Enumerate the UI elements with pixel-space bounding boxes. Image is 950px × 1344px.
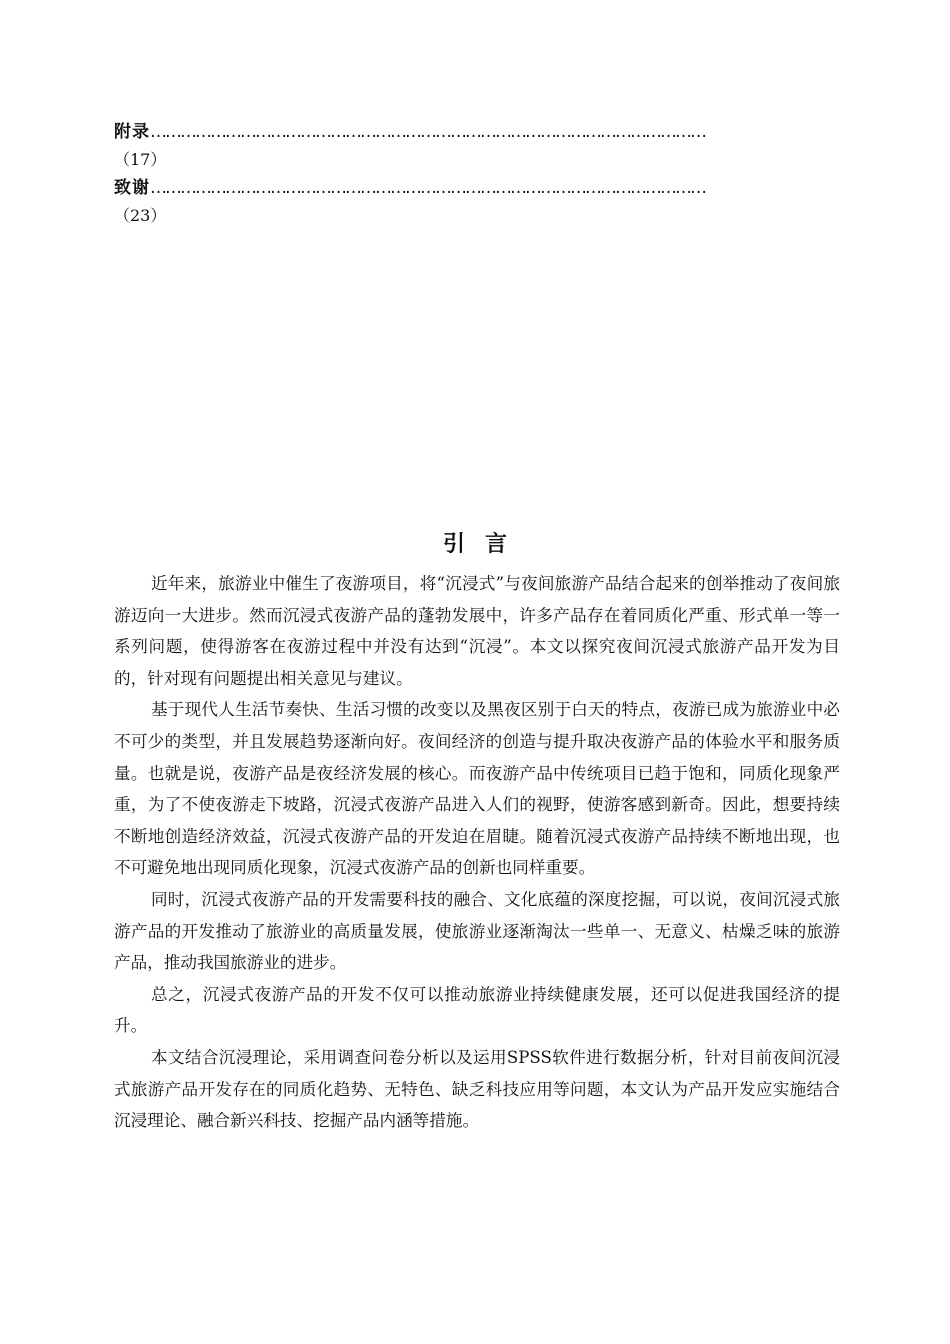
- toc-entry-title: 附录: [114, 122, 150, 142]
- toc-entry-acknowledgements[interactable]: [114, 174, 836, 202]
- paragraph: 总之，沉浸式夜游产品的开发不仅可以推动旅游业持续健康发展，还可以促进我国经济的提升。: [114, 984, 840, 1036]
- paragraph: 同时，沉浸式夜游产品的开发需要科技的融合、文化底蕴的深度挖掘，可以说，夜间沉浸式旅游产品的开发推动了旅游业的高质量发展，使旅游业逐渐淘汰一些单一、无意义、枯燥乏味的旅游产品，推动我国旅游业的进步。: [114, 889, 840, 973]
- toc-entry-appendix[interactable]: [114, 118, 836, 146]
- toc-leader-dots: …………………………………………………………………………………………………: [150, 122, 705, 142]
- toc-entry-page-number: （23）: [114, 206, 167, 225]
- paragraph: 基于现代人生活节奏快、生活习惯的改变以及黑夜区别于白天的特点，夜游已成为旅游业中必不可少的类型，并且发展趋势逐渐向好。夜间经济的创造与提升取决夜游产品的体验水平和服务质量。也就是说，夜游产品是夜经济发展的核心。而夜游产品中传统项目已趋于饱和，同质化现象严重，为了不使夜游走下坡路，沉浸式夜游产品进入人们的视野，使游客感到新奇。因此，想要持续不断地创造经济效益，沉浸式夜游产品的开发迫在眉睫。随着沉浸式夜游产品持续不断地出现，也不可避免地出现同质化现象，沉浸式夜游产品的创新也同样重要。: [114, 700, 840, 878]
- table-of-contents: [114, 118, 844, 230]
- toc-leader-dots: …………………………………………………………………………………………………: [150, 178, 705, 198]
- paragraph: 本文结合沉浸理论，采用调查问卷分析以及运用SPSS软件进行数据分析，针对目前夜间沉浸式旅游产品开发存在的同质化趋势、无特色、缺乏科技应用等问题，本文认为产品开发应实施结合沉浸理论、融合新兴科技、挖掘产品内涵等措施。: [114, 1047, 840, 1131]
- toc-entry-page-number: （17）: [114, 150, 167, 169]
- section-heading: 引言: [442, 532, 527, 557]
- introduction-body: [114, 568, 840, 1137]
- paragraph: 近年来，旅游业中催生了夜游项目，将“沉浸式”与夜间旅游产品结合起来的创举推动了夜间旅游迈向一大进步。然而沉浸式夜游产品的蓬勃发展中，许多产品存在着同质化严重、形式单一等一系列问题，使得游客在夜游过程中并没有达到“沉浸”。本文以探究夜间沉浸式旅游产品开发为目的，针对现有问题提出相关意见与建议。: [114, 574, 840, 688]
- toc-entry-title: 致谢: [114, 178, 150, 198]
